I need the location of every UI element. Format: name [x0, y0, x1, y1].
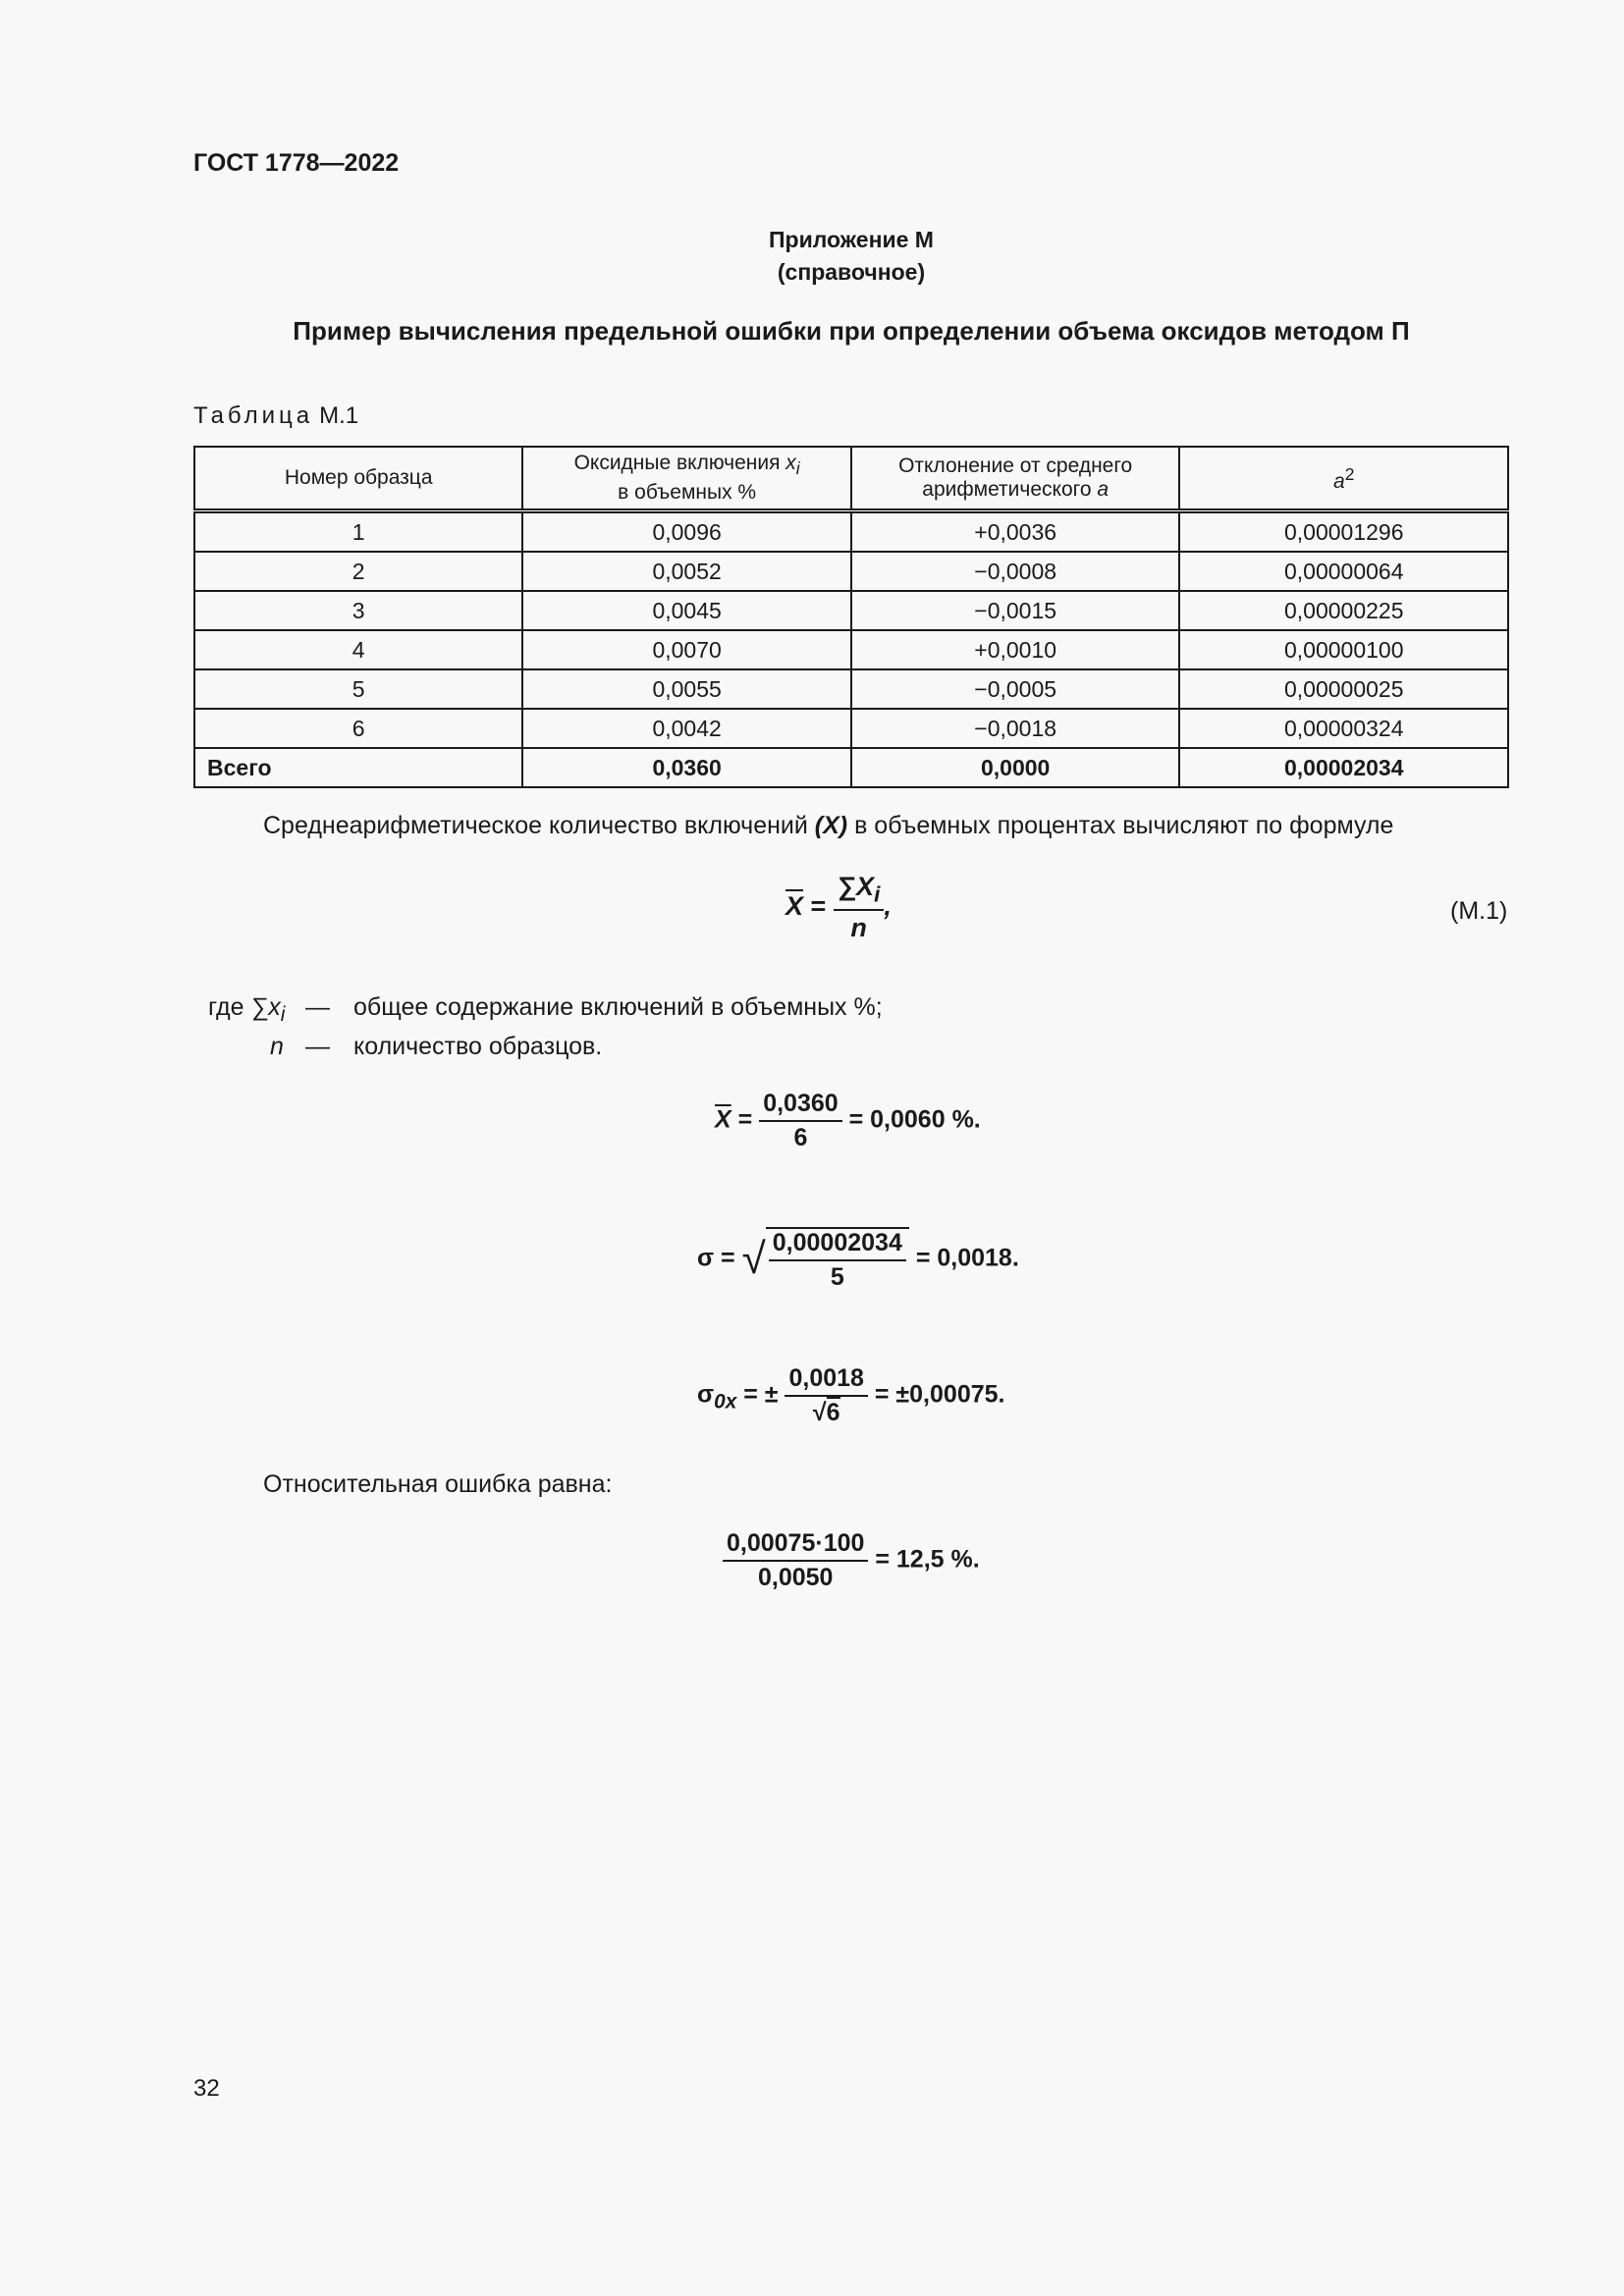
- table-cell: 0,00000225: [1179, 591, 1508, 630]
- table-cell: 0,0052: [522, 552, 850, 591]
- sqrt-icon: √: [812, 1399, 827, 1426]
- header-deviation-line1: Отклонение от среднего: [898, 454, 1133, 477]
- table-cell: 0,0070: [522, 630, 850, 669]
- where-dash-1: —: [305, 993, 330, 1021]
- f4-num: 0,0018: [785, 1364, 867, 1397]
- table-cell: 3: [194, 591, 522, 630]
- p1-text-after: в объемных процентах вычисляют по формуле: [854, 812, 1394, 839]
- table-cell: 0,0096: [522, 511, 850, 553]
- table-cell: 0,0042: [522, 709, 850, 748]
- f3-den: 5: [830, 1263, 844, 1291]
- header-oxide-var: x: [785, 452, 796, 475]
- f5-result: = 12,5 %.: [875, 1545, 980, 1574]
- formula-number: (М.1): [1450, 897, 1508, 925]
- p1-text-before: Среднеарифметическое количество включений: [263, 812, 808, 839]
- f5-fraction: [723, 1529, 868, 1592]
- f4-den-wrap: [785, 1397, 867, 1427]
- table-caption: [193, 402, 358, 430]
- table-cell: 6: [194, 709, 522, 748]
- table-cell: 0,0360: [522, 748, 850, 787]
- table-cell: +0,0036: [851, 511, 1180, 553]
- annex-label: Приложение М: [769, 227, 934, 252]
- table-header-row: [194, 447, 1508, 511]
- f5-num: 0,00075·100: [723, 1529, 868, 1562]
- f4-den: 6: [826, 1399, 840, 1426]
- table-cell: 4: [194, 630, 522, 669]
- table-cell: 2: [194, 552, 522, 591]
- table-cell: 1: [194, 511, 522, 553]
- table-total-row: [194, 748, 1508, 787]
- annex-heading: Пример вычисления предельной ошибки при определении объема оксидов методом П: [293, 316, 1410, 346]
- header-a-var: a: [1333, 470, 1345, 493]
- m1-lhs: $\overline{X}$: [785, 890, 804, 921]
- m1-den: n: [850, 913, 867, 943]
- where-word: где: [208, 993, 244, 1021]
- header-oxide-label: Оксидные включения: [573, 452, 781, 475]
- table-row: [194, 591, 1508, 630]
- table-cell: −0,0015: [851, 591, 1180, 630]
- p1-symbol: (X): [814, 812, 848, 839]
- table-body: [194, 511, 1508, 788]
- where-sum-symbol: ∑x: [250, 993, 281, 1021]
- table-cell: 0,00000025: [1179, 669, 1508, 709]
- header-deviation: [851, 447, 1180, 511]
- f2-num: 0,0360: [759, 1090, 841, 1122]
- f3-result: = 0,0018.: [915, 1244, 1019, 1272]
- paragraph-relative-error: Относительная ошибка равна:: [263, 1470, 613, 1498]
- table-cell: 0,00000324: [1179, 709, 1508, 748]
- header-sample-number: Номер образца: [194, 447, 522, 511]
- table-cell: 0,0045: [522, 591, 850, 630]
- m1-fraction: [834, 872, 885, 943]
- m1-num: ∑X: [837, 872, 875, 901]
- table-cell: 0,00002034: [1179, 748, 1508, 787]
- document-header: ГОСТ 1778—2022: [193, 149, 400, 177]
- table-cell: −0,0005: [851, 669, 1180, 709]
- f4-lhs: σ: [697, 1380, 715, 1409]
- f4-result: = ±0,00075.: [874, 1380, 1005, 1409]
- f4-fraction: [785, 1364, 867, 1427]
- f2-den: 6: [793, 1124, 808, 1151]
- annex-type: (справочное): [777, 259, 926, 285]
- where-item-n: [270, 1033, 603, 1061]
- f3-num: 0,00002034: [769, 1229, 906, 1261]
- where-dash-2: —: [305, 1033, 330, 1060]
- f2-lhs: $\overline{X}$: [715, 1105, 731, 1134]
- table-cell: 0,0055: [522, 669, 850, 709]
- page-number: 32: [193, 2075, 220, 2102]
- header-oxide-sub: i: [795, 458, 800, 479]
- table-cell: 5: [194, 669, 522, 709]
- header-a-squared: [1179, 447, 1508, 511]
- formula-sigma-mean: [697, 1364, 1004, 1427]
- table-cell: −0,0018: [851, 709, 1180, 748]
- table-cell: Всего: [194, 748, 522, 787]
- f5-den: 0,0050: [757, 1564, 834, 1591]
- paragraph-mean: [263, 812, 1393, 840]
- table-row: [194, 709, 1508, 748]
- formula-m1: $\overline{X}$ = $\frac{\sum X_i}{n}$ ,: [785, 872, 892, 943]
- f2-result: = 0,0060 %.: [848, 1105, 981, 1134]
- table-caption-number: М.1: [319, 402, 359, 429]
- table-row: [194, 511, 1508, 553]
- table-cell: 0,00000064: [1179, 552, 1508, 591]
- table-cell: 0,0000: [851, 748, 1180, 787]
- table-row: [194, 630, 1508, 669]
- f3-radicand: [766, 1227, 909, 1292]
- where-n-desc: количество образцов.: [353, 1033, 603, 1060]
- table-caption-word: Таблица: [193, 402, 314, 429]
- m1-tail: ,: [884, 890, 892, 921]
- header-oxide-units: в объемных %: [618, 480, 757, 504]
- table-cell: +0,0010: [851, 630, 1180, 669]
- f3-lhs: σ =: [697, 1244, 735, 1272]
- where-item-sum: [208, 993, 883, 1027]
- where-n-symbol: n: [270, 1033, 284, 1060]
- header-deviation-var: a: [1097, 478, 1110, 501]
- f2-fraction: [759, 1090, 841, 1152]
- formula-mean-calc: $\overline{X}$ = $\frac{0,0360}{6}$ = 0,0060 %.: [715, 1090, 981, 1151]
- f3-fraction: [769, 1229, 906, 1292]
- header-a-sup: 2: [1344, 464, 1355, 484]
- sqrt-icon: √: [741, 1235, 766, 1283]
- table-cell: 0,00000100: [1179, 630, 1508, 669]
- table-row: [194, 552, 1508, 591]
- formula-sigma: [697, 1227, 1019, 1292]
- data-table: [193, 446, 1509, 788]
- m1-num-sub: i: [874, 881, 881, 907]
- f4-sign: = ±: [743, 1380, 779, 1409]
- table-row: [194, 669, 1508, 709]
- table-cell: −0,0008: [851, 552, 1180, 591]
- f4-sub: 0x: [714, 1390, 737, 1414]
- header-oxide-inclusions: [522, 447, 850, 511]
- annex-title: [0, 224, 1624, 289]
- header-deviation-line2: арифметического: [922, 478, 1092, 501]
- where-sum-sub: i: [280, 1003, 286, 1026]
- formula-relative-error: [723, 1529, 980, 1592]
- where-sum-desc: общее содержание включений в объемных %;: [353, 993, 883, 1021]
- table-cell: 0,00001296: [1179, 511, 1508, 553]
